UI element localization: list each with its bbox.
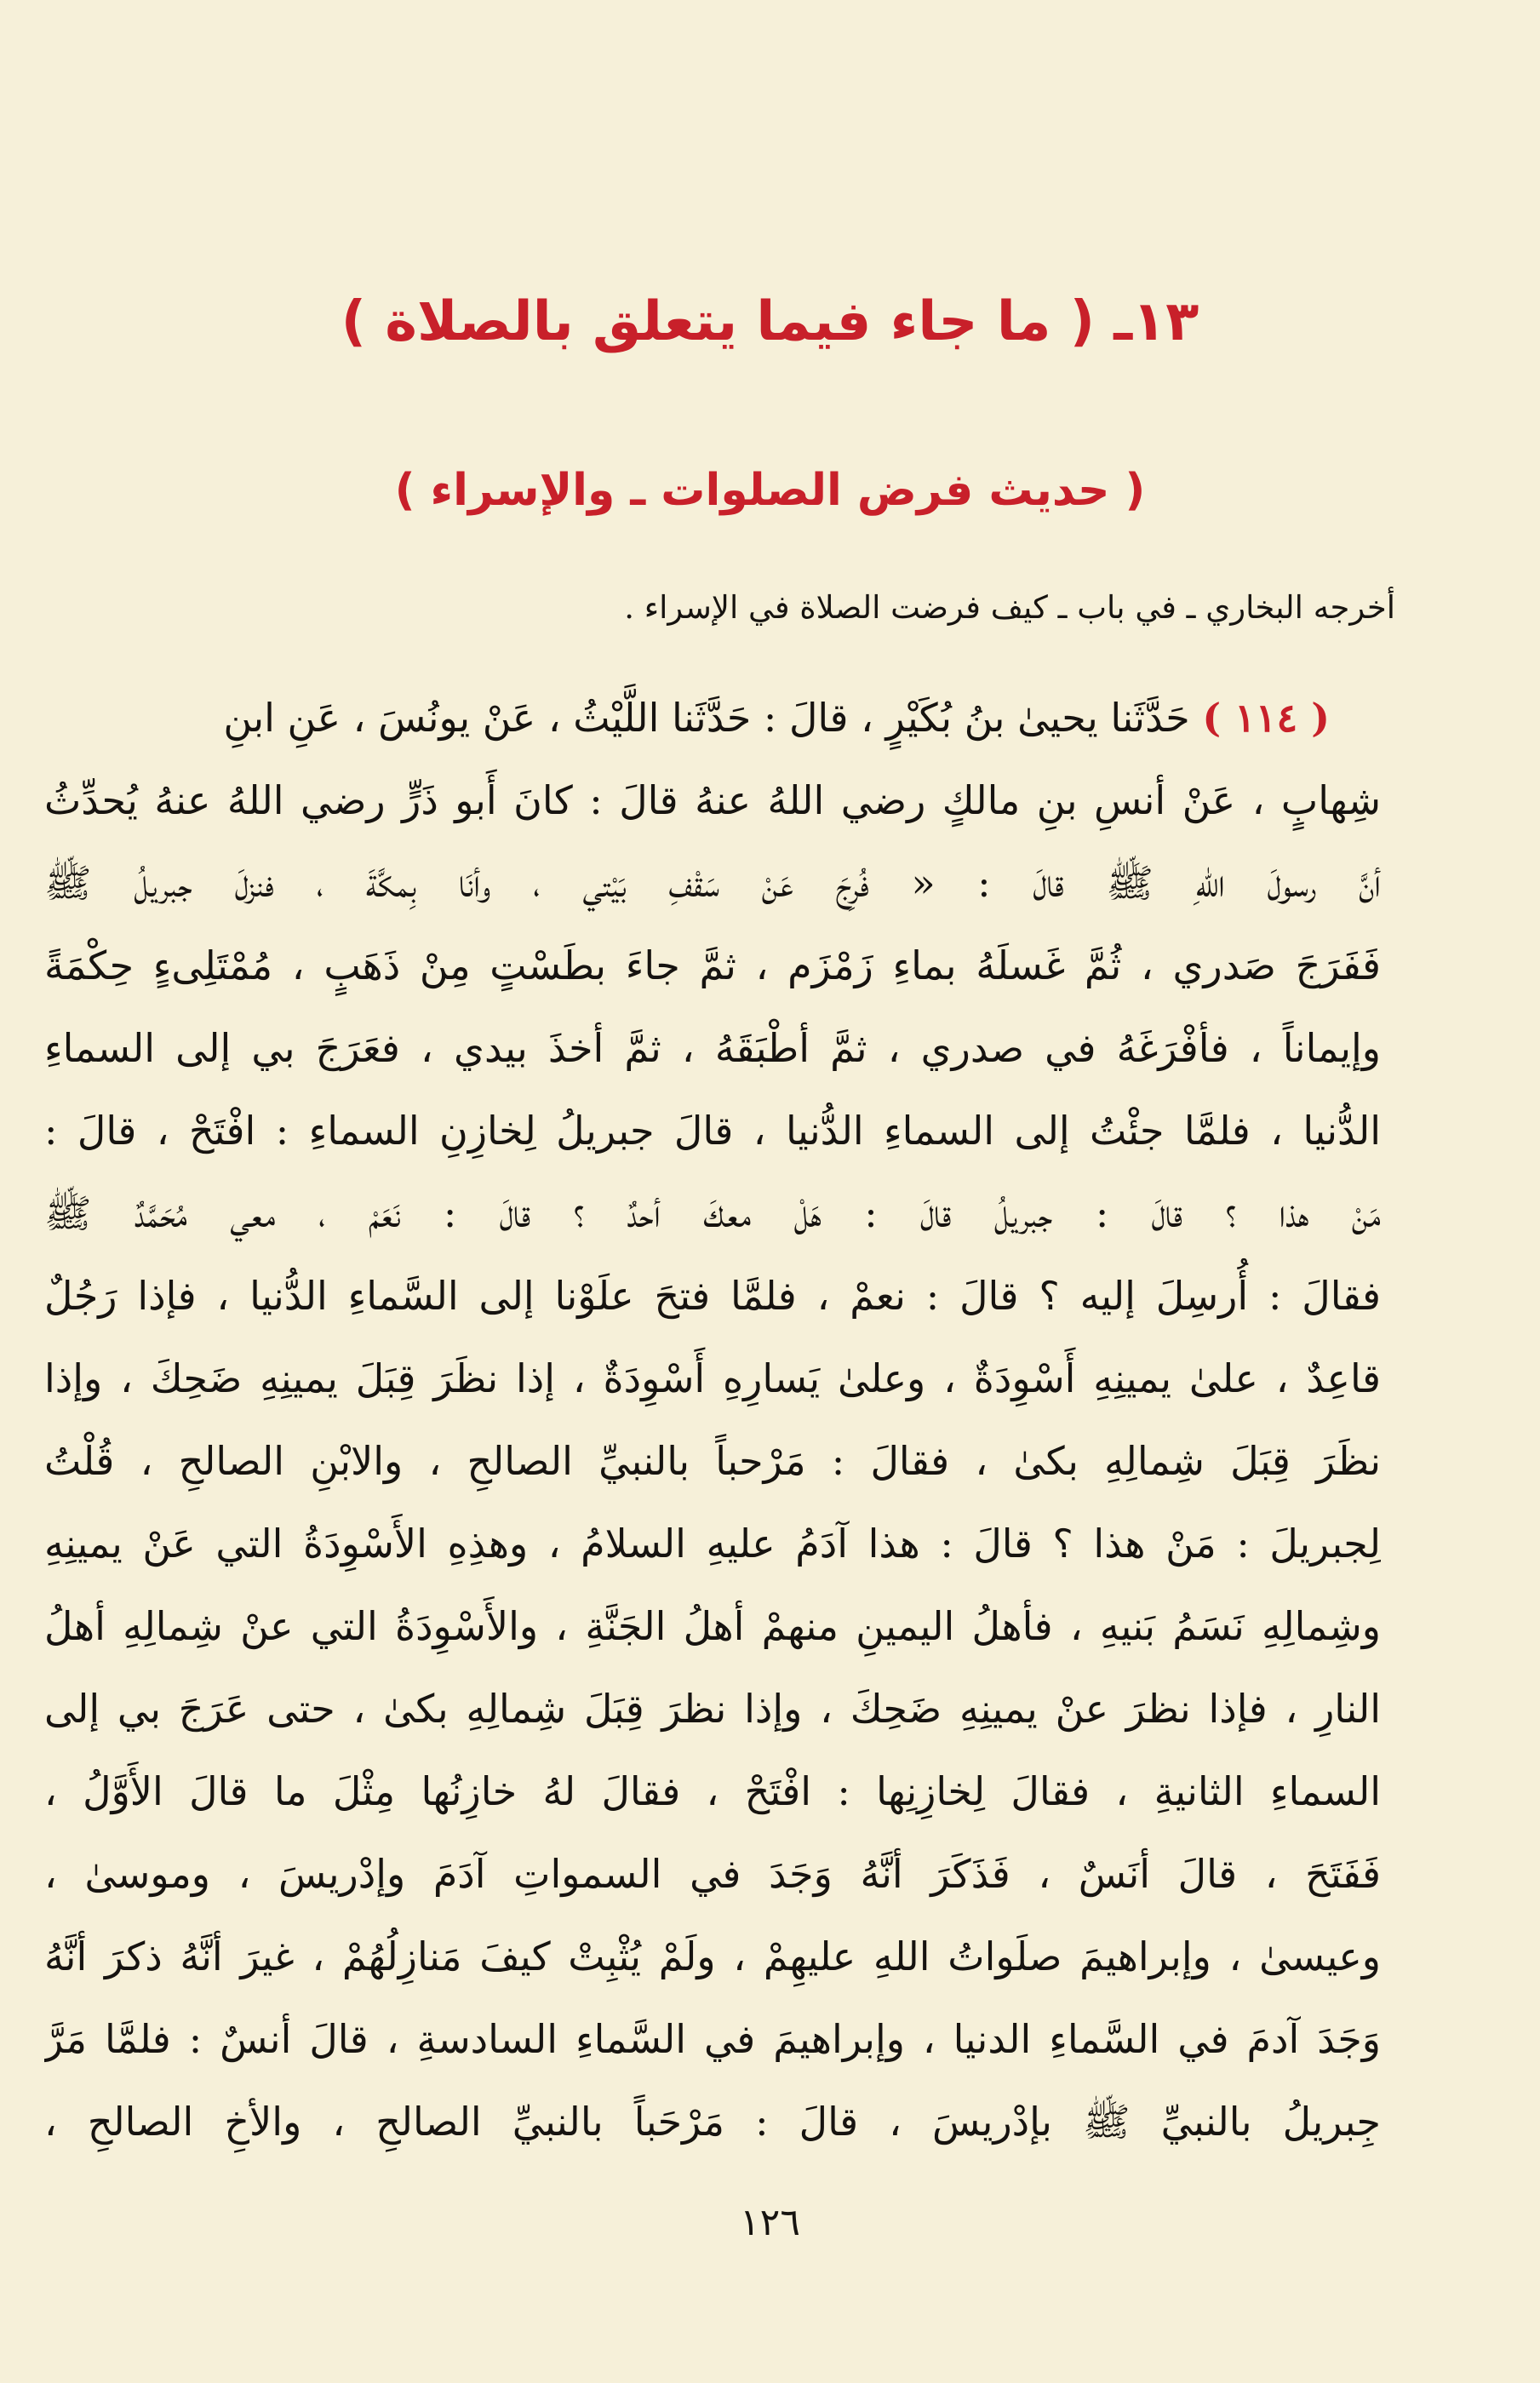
text-line: لِجبريلَ : مَنْ هذا ؟ قالَ : هذا آدَمُ عليهِ السلامُ ، وهذِهِ الأَسْوِدَةُ التي عَنْ يمينِهِ bbox=[44, 1521, 1381, 1567]
text-line: السماءِ الثانيةِ ، فقالَ لِخازِنِها : افْتَحْ ، فقالَ لهُ خازِنُها مِثْلَ ما قالَ الأَوَّلُ ، bbox=[44, 1768, 1381, 1814]
section-title: ( حديث فرض الصلوات ـ والإسراء ) bbox=[394, 465, 1146, 516]
text-line: وإيماناً ، فأفْرَغَهُ في صدري ، ثمَّ أطْبَقَهُ ، ثمَّ أخذَ بيدي ، فعَرَجَ بي إلى السماءِ bbox=[44, 1025, 1381, 1071]
text-line: فَفَتَحَ ، قالَ أنَسٌ ، فَذَكَرَ أنَّهُ وَجَدَ في السمواتِ آدَمَ وإدْريسَ ، وموسىٰ ، bbox=[44, 1851, 1381, 1897]
text-line: قاعِدٌ ، علىٰ يمينِهِ أَسْوِدَةٌ ، وعلىٰ يَسارِهِ أَسْوِدَةٌ ، إذا نظَرَ قِبَلَ يمينِهِ ضَحِكَ ، وإذا bbox=[44, 1355, 1381, 1401]
hadith-number: ( ١١٤ ) bbox=[1202, 695, 1330, 741]
source-line: أخرجه البخاري ـ في باب ـ كيف فرضت الصلاة في الإسراء . bbox=[624, 589, 1395, 626]
text-line: النارِ ، فإذا نظرَ عنْ يمينِهِ ضَحِكَ ، وإذا نظرَ قِبَلَ شِمالِهِ بكىٰ ، حتى عَرَجَ بي إلى bbox=[44, 1686, 1381, 1732]
chapter-title: ١٣ـ ( ما جاء فيما يتعلق بالصلاة ) bbox=[341, 290, 1199, 353]
text-line: فقالَ : أُرسِلَ إليه ؟ قالَ : نعمْ ، فلمَّا فتحَ علَوْنا إلى السَّماءِ الدُّنيا ، فإذا رَجُلٌ bbox=[44, 1273, 1381, 1319]
text-line: أنَّ رسولَ اللهِ ﷺ قالَ : « فُرِجَ عَنْ سَقْفِ بَيْتي ، وأنَا بِمكَّةَ ، فنزلَ جبريلُ ﷺ bbox=[44, 860, 1381, 906]
text-line: فَفَرَجَ صَدري ، ثُمَّ غَسلَهُ بماءِ زَمْزَم ، ثمَّ جاءَ بطَسْتٍ مِنْ ذَهَبٍ ، مُمْتَلِىءٍ حِكْمَةً bbox=[44, 942, 1381, 988]
text-line: وَجَدَ آدمَ في السَّماءِ الدنيا ، وإبراهيمَ في السَّماءِ السادسةِ ، قالَ أنسٌ : فلمَّا مَرَّ bbox=[44, 2016, 1381, 2062]
text-line: وشِمالِهِ نَسَمُ بَنيهِ ، فأهلُ اليمينِ منهمْ أهلُ الجَنَّةِ ، والأَسْوِدَةُ التي عنْ شِمالِهِ أهلُ bbox=[44, 1603, 1381, 1649]
text-line-content: حَدَّثَنا يحيىٰ بنُ بُكَيْرٍ ، قالَ : حَدَّثَنا اللَّيْثُ ، عَنْ يونُسَ ، عَنِ ابنِ bbox=[223, 695, 1190, 741]
hadith-text bbox=[44, 677, 1381, 2163]
text-line: الدُّنيا ، فلمَّا جئْتُ إلى السماءِ الدُّنيا ، قالَ جبريلُ لِخازِنِ السماءِ : افْتَحْ ، قالَ : bbox=[44, 1108, 1381, 1154]
text-line: نظَرَ قِبَلَ شِمالِهِ بكىٰ ، فقالَ : مَرْحباً بالنبيِّ الصالحِ ، والابْنِ الصالحِ ، قُلْتُ bbox=[44, 1438, 1381, 1484]
page-number: ١٢٦ bbox=[740, 2201, 800, 2244]
text-line: شِهابٍ ، عَنْ أنسِ بنِ مالكٍ رضي اللهُ عنهُ قالَ : كانَ أَبو ذَرٍّ رضي اللهُ عنهُ يُحدِّثُ bbox=[44, 777, 1381, 823]
text-line: وعيسىٰ ، وإبراهيمَ صلَواتُ اللهِ عليهِمْ ، ولَمْ يُثْبِتْ كيفَ مَنازِلُهُمْ ، غيرَ أنَّهُ ذكرَ أنَّهُ bbox=[44, 1933, 1381, 1979]
text-line: جِبريلُ بالنبيِّ ﷺ بإدْريسَ ، قالَ : مَرْحَباً بالنبيِّ الصالحِ ، والأخِ الصالحِ ، bbox=[44, 2099, 1381, 2145]
text-line: مَنْ هذا ؟ قالَ : جبريلُ قالَ : هَلْ معكَ أحدٌ ؟ قالَ : نَعَمْ ، معي مُحَمَّدٌ ﷺ bbox=[44, 1190, 1381, 1236]
text-line bbox=[44, 677, 1381, 759]
